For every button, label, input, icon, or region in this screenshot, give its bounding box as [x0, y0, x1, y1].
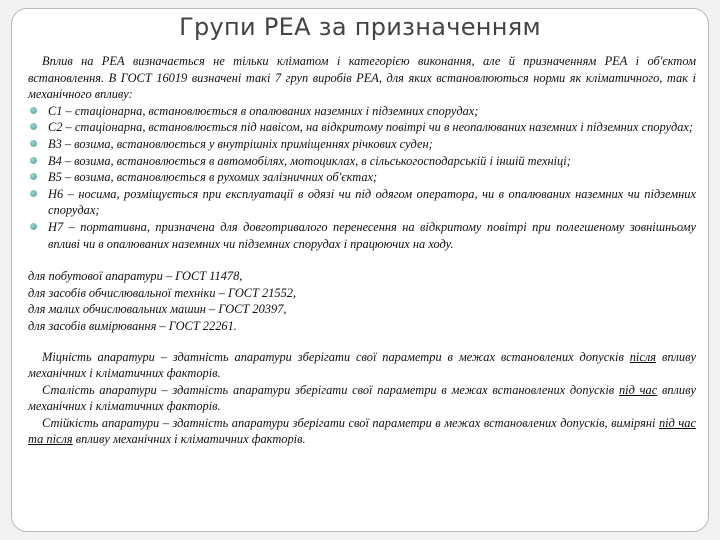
standard-line: для побутової апаратури – ГОСТ 11478,	[28, 269, 243, 284]
list-item: С1 – стаціонарна, встановлюється в опалюваних наземних і підземних спорудах;	[28, 103, 696, 120]
list-item: С2 – стаціонарна, встановлюється під навісом, на відкритому повітрі чи в неопалюваних наземних і підземних спорудах;	[28, 119, 696, 136]
bullet-icon	[30, 190, 37, 197]
standard-line: для засобів обчислювальної техніки – ГОСТ 21552,	[28, 285, 297, 300]
definition-durability: Міцність апаратури – здатність апаратури зберігати свої параметри в межах встановлених допусків після впливу механічних і кліматичних факторів.	[28, 349, 696, 381]
bullet-icon	[30, 223, 37, 230]
standards-list	[28, 268, 696, 334]
list-item: В5 – возима, встановлюється в рухомих залізничних об'єктах;	[28, 169, 696, 186]
bullet-icon	[30, 107, 37, 114]
groups-list	[28, 103, 696, 252]
definition-stability: Сталість апаратури – здатність апаратури зберігати свої параметри в межах встановлених допусків під час впливу механічних і кліматичних факторів.	[28, 382, 696, 414]
list-item: Н7 – портативна, призначена для довготривалого перенесення на відкритому повітрі при полегшеному зовнішньому впливі чи в опалюваних наземних чи підземних спорудах і працюючих на ходу.	[28, 219, 696, 252]
list-item: В4 – возима, встановлюється в автомобілях, мотоциклах, в сільськогосподарській і іншій техніці;	[28, 153, 696, 170]
list-item: Н6 – носима, розміщується при експлуатації в одязі чи під одягом оператора, чи в опалюваних наземних чи підземних спорудах;	[28, 186, 696, 219]
bullet-icon	[30, 173, 37, 180]
slide-frame	[11, 8, 709, 532]
bullet-icon	[30, 123, 37, 130]
intro-paragraph: Вплив на РЕА визначається не тільки кліматом і категорією виконання, але й призначенням РЕА і об'єктом встановлення. В ГОСТ 16019 визначені такі 7 груп виробів РЕА, для яких встановлюються норми як кліматичного, так і механічного впливу:	[28, 54, 696, 102]
bullet-icon	[30, 157, 37, 164]
standard-line: для засобів вимірювання – ГОСТ 22261.	[28, 318, 237, 333]
list-item: В3 – возима, встановлюється у внутрішніх приміщеннях річкових суден;	[28, 136, 696, 153]
definition-resistance: Стійкість апаратури – здатність апаратури зберігати свої параметри в межах встановлених допусків, виміряні під час та після впливу механічних і кліматичних факторів.	[28, 415, 696, 447]
slide-content	[28, 53, 696, 448]
slide-title: Групи РЕА за призначенням	[179, 13, 541, 41]
bullet-icon	[30, 140, 37, 147]
standard-line: для малих обчислювальних машин – ГОСТ 20397,	[28, 302, 287, 317]
